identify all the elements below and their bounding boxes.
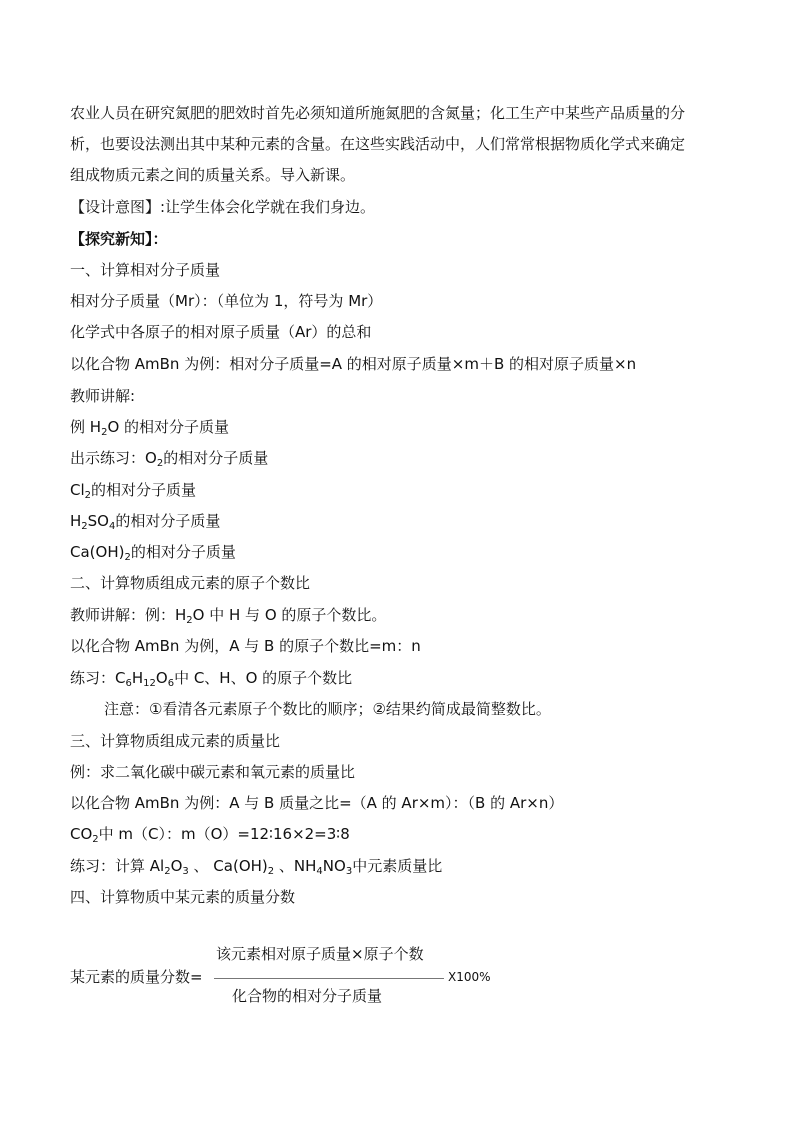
section2-practice: 练习：$C_6H_{12}O_6$中 C、H、O 的原子个数比 bbox=[70, 669, 353, 689]
fraction-numerator: 该元素相对原子质量×原子个数 bbox=[216, 945, 424, 963]
intro-line-2: 析，也要设法测出其中某种元素的含量。在这些实践活动中，人们常常根据物质化学式来确定 bbox=[70, 135, 686, 153]
section1-definition: 相对分子质量（Mr）：（单位为 1，符号为 Mr） bbox=[70, 292, 383, 310]
practice-cl2: $Cl_2$的相对分子质量 bbox=[70, 481, 197, 501]
section1-teacher: 教师讲解: bbox=[70, 387, 136, 405]
section3-title: 三、计算物质组成元素的质量比 bbox=[70, 732, 281, 750]
section2-title: 二、计算物质组成元素的原子个数比 bbox=[70, 574, 311, 592]
example-h2o: 例 $H_2O$ 的相对分子质量 bbox=[70, 418, 230, 438]
section4-title: 四、计算物质中某元素的质量分数 bbox=[70, 888, 296, 906]
practice-o2: 出示练习：$O_2$的相对分子质量 bbox=[70, 449, 269, 469]
practice-caoh2: $Ca(OH)_2$的相对分子质量 bbox=[70, 543, 236, 563]
explore-heading: 【探究新知】： bbox=[70, 230, 168, 248]
section1-formula: 以化合物 AmBn 为例：相对分子质量=A 的相对原子质量×m＋B 的相对原子质量×n bbox=[70, 355, 637, 373]
intro-line-3: 组成物质元素之间的质量关系。导入新课。 bbox=[70, 166, 356, 184]
section3-co2: $CO_2$中 m（C）：m（O）=12∶16×2=3∶8 bbox=[70, 825, 350, 845]
section3-example: 例：求二氧化碳中碳元素和氧元素的质量比 bbox=[70, 763, 356, 781]
intro-line-1: 农业人员在研究氮肥的肥效时首先必须知道所施氮肥的含氮量；化工生产中某些产品质量的分 bbox=[70, 104, 686, 122]
section3-practice: 练习：计算 $Al_2O_3$ 、 $Ca(OH)_2$ 、$NH_4NO_3$中元素质量比 bbox=[70, 857, 443, 877]
design-intent: 【设计意图】:让学生体会化学就在我们身边。 bbox=[70, 198, 376, 216]
fraction-bar bbox=[214, 978, 444, 979]
section2-example: 以化合物 AmBn 为例，A 与 B 的原子个数比=m：n bbox=[70, 637, 421, 655]
mass-fraction-label: 某元素的质量分数= bbox=[70, 968, 203, 986]
section2-teacher: 教师讲解：例：$H_2O$ 中 H 与 O 的原子个数比。 bbox=[70, 606, 387, 626]
section1-title: 一、计算相对分子质量 bbox=[70, 261, 221, 279]
fraction-denominator: 化合物的相对分子质量 bbox=[232, 987, 383, 1005]
section2-note: 注意：①看清各元素原子个数比的顺序；②结果约简成最简整数比。 bbox=[104, 700, 551, 718]
practice-h2so4: $H_2SO_4$的相对分子质量 bbox=[70, 512, 221, 532]
section1-sum: 化学式中各原子的相对原子质量（Ar）的总和 bbox=[70, 323, 372, 341]
section3-formula: 以化合物 AmBn 为例：A 与 B 质量之比=（A 的 Ar×m）：（B 的 Ar×n） bbox=[70, 794, 564, 812]
fraction-multiplier: X100% bbox=[448, 970, 491, 984]
